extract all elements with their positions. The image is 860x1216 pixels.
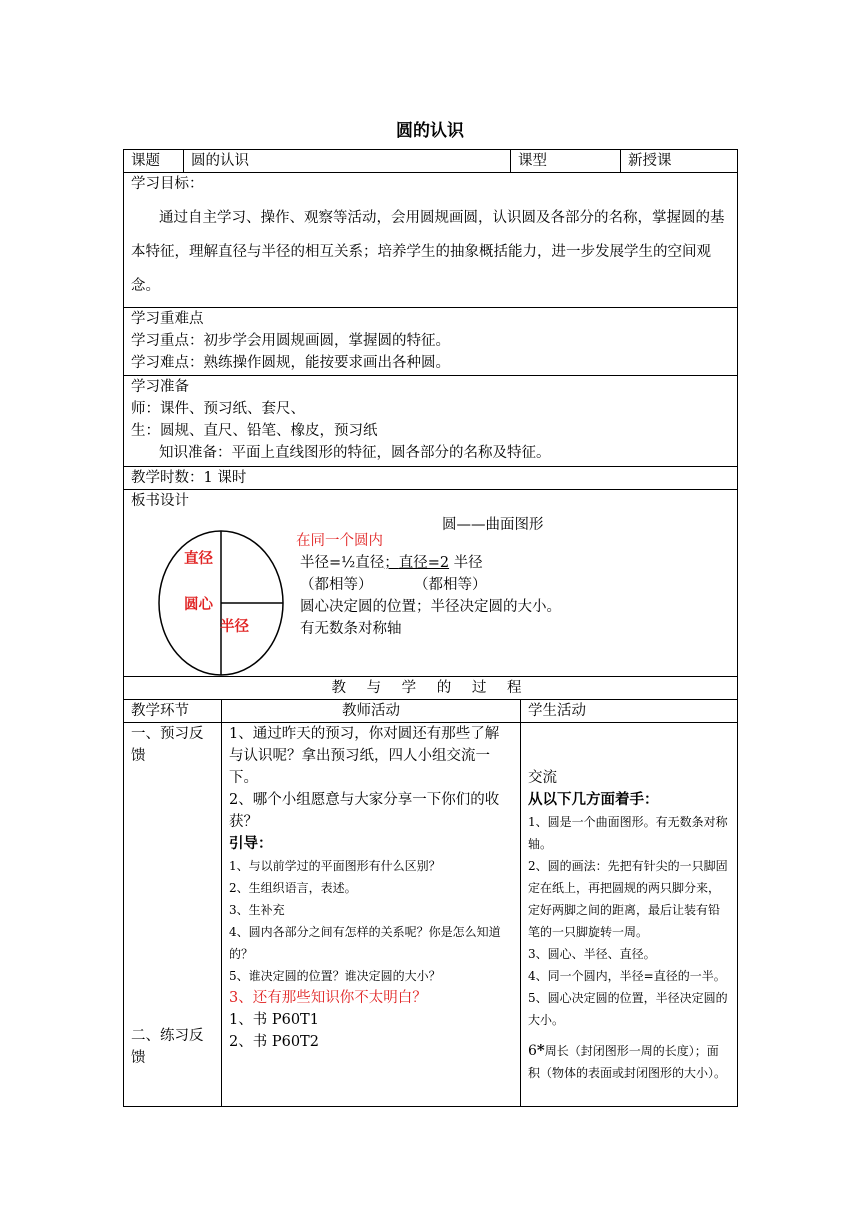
key-focus: 学习重点：初步学会用圆规画圆，掌握圆的特征。 — [131, 333, 450, 349]
preparation-heading: 学习准备 — [131, 379, 189, 395]
key-points-cell — [124, 308, 738, 376]
guide-item-4: 4、圆内各部分之间有怎样的关系呢？你是怎么知道的？ — [229, 925, 501, 961]
teacher-step-1: 1、通过昨天的预习，你对圆还有那些了解与认识呢？拿出预习纸，四人小组交流一下。 — [229, 726, 500, 786]
topic-value: 圆的认识 — [191, 153, 249, 169]
lesson-plan-table — [123, 149, 738, 1107]
stage-2: 二、练习反馈 — [131, 1028, 204, 1066]
col-teacher-cell — [222, 700, 521, 723]
student-point-1: 1、圆是一个曲面图形。有无数条对称轴。 — [528, 815, 728, 851]
stage-cell — [124, 723, 222, 1107]
position-size-note: 圆心决定圆的位置；半径决定圆的大小。 — [300, 599, 561, 615]
board-heading: 板书设计 — [131, 493, 189, 509]
equal-note-2: （都相等） — [414, 577, 487, 593]
symmetry-axes-note: 有无数条对称轴 — [300, 621, 402, 637]
radius-diameter-relation — [300, 552, 483, 574]
guide-heading: 引导： — [229, 836, 273, 852]
stage-1: 一、预习反馈 — [131, 726, 204, 764]
same-circle-note: 在同一个圆内 — [296, 533, 383, 549]
equal-note-1: （都相等） — [300, 577, 373, 593]
student-point-6 — [528, 1039, 730, 1084]
key-points-heading: 学习重难点 — [131, 311, 204, 327]
label-diameter: 直径 — [184, 551, 213, 567]
process-heading: 教 与 学 的 过 程 — [331, 680, 530, 696]
topic-value-cell — [184, 150, 511, 173]
student-point-4: 4、同一个圆内，半径=直径的一半。 — [528, 969, 726, 983]
relation-part-c: 半径 — [449, 555, 483, 571]
col-student-cell — [521, 700, 738, 723]
circle-diagram — [157, 530, 287, 676]
student-exchange: 交流 — [528, 770, 557, 786]
relation-part-b: 直径=2 — [398, 555, 450, 571]
preparation-teacher: 师：课件、预习纸、套尺、 — [131, 401, 305, 417]
teaching-hours: 教学时数：1 课时 — [131, 470, 247, 486]
goals-heading: 学习目标： — [131, 176, 204, 192]
student-point-6-number: 6 — [528, 1043, 537, 1059]
student-point-5: 5、圆心决定圆的位置，半径决定圆的大小。 — [528, 991, 728, 1027]
col-stage-cell — [124, 700, 222, 723]
goals-cell — [124, 173, 738, 308]
type-label: 课型 — [518, 153, 547, 169]
label-center: 圆心 — [184, 597, 213, 613]
exercise-2: 2、书 P60T2 — [229, 1034, 319, 1050]
relation-separator: ； — [384, 555, 399, 571]
goals-text: 通过自主学习、操作、观察等活动，会用圆规画圆，认识圆及各部分的名称，掌握圆的基本特征，理解直径与半径的相互关系；培养学生的抽象概括能力，进一步发展学生的空间观念。 — [131, 210, 725, 294]
teacher-activity-cell — [222, 723, 521, 1107]
document-title: 圆的认识 — [396, 121, 464, 141]
guide-item-1: 1、与以前学过的平面图形有什么区别？ — [229, 859, 441, 873]
student-point-6-text: 周长（封闭图形一周的长度）；面积（物体的表面或封闭图形的大小）。 — [528, 1044, 727, 1080]
guide-item-2: 2、生组织语言，表述。 — [229, 881, 357, 895]
col-student-header: 学生活动 — [528, 703, 586, 719]
teacher-step-2: 2、哪个小组愿意与大家分享一下你们的收获？ — [229, 792, 500, 830]
process-heading-cell — [124, 677, 738, 700]
key-difficulty: 学习难点：熟练操作圆规，能按要求画出各种圆。 — [131, 355, 450, 371]
topic-label: 课题 — [131, 153, 160, 169]
board-top-line: 圆——曲面图形 — [442, 517, 544, 533]
student-heading: 从以下几方面着手： — [528, 792, 659, 808]
col-stage-header: 教学环节 — [131, 703, 189, 719]
student-point-2: 2、圆的画法：先把有针尖的一只脚固定在纸上，再把圆规的两只脚分来，定好两脚之间的距离，最后让装有铅笔的一只脚旋转一周。 — [528, 859, 728, 939]
preparation-knowledge: 知识准备：平面上直线图形的特征，圆各部分的名称及特征。 — [159, 445, 551, 461]
col-teacher-header: 教师活动 — [342, 703, 400, 719]
preparation-cell — [124, 376, 738, 467]
board-cell — [124, 490, 738, 677]
relation-part-a: 半径=½直径 — [300, 555, 385, 571]
topic-label-cell — [124, 150, 184, 173]
type-value: 新授课 — [628, 153, 672, 169]
star-icon: * — [536, 1041, 545, 1059]
type-label-cell — [511, 150, 621, 173]
guide-item-3: 3、生补充 — [229, 903, 285, 917]
student-activity-cell — [521, 723, 738, 1107]
student-point-3: 3、圆心、半径、直径。 — [528, 947, 656, 961]
board-design — [124, 490, 737, 676]
label-radius: 半径 — [220, 619, 249, 635]
guide-item-5: 5、谁决定圆的位置？谁决定圆的大小？ — [229, 969, 441, 983]
exercise-1: 1、书 P60T1 — [229, 1012, 319, 1028]
preparation-student: 生：圆规、直尺、铅笔、橡皮，预习纸 — [131, 423, 378, 439]
hours-cell — [124, 467, 738, 490]
teacher-step-3: 3、还有那些知识你不太明白？ — [229, 990, 427, 1006]
type-value-cell — [621, 150, 738, 173]
